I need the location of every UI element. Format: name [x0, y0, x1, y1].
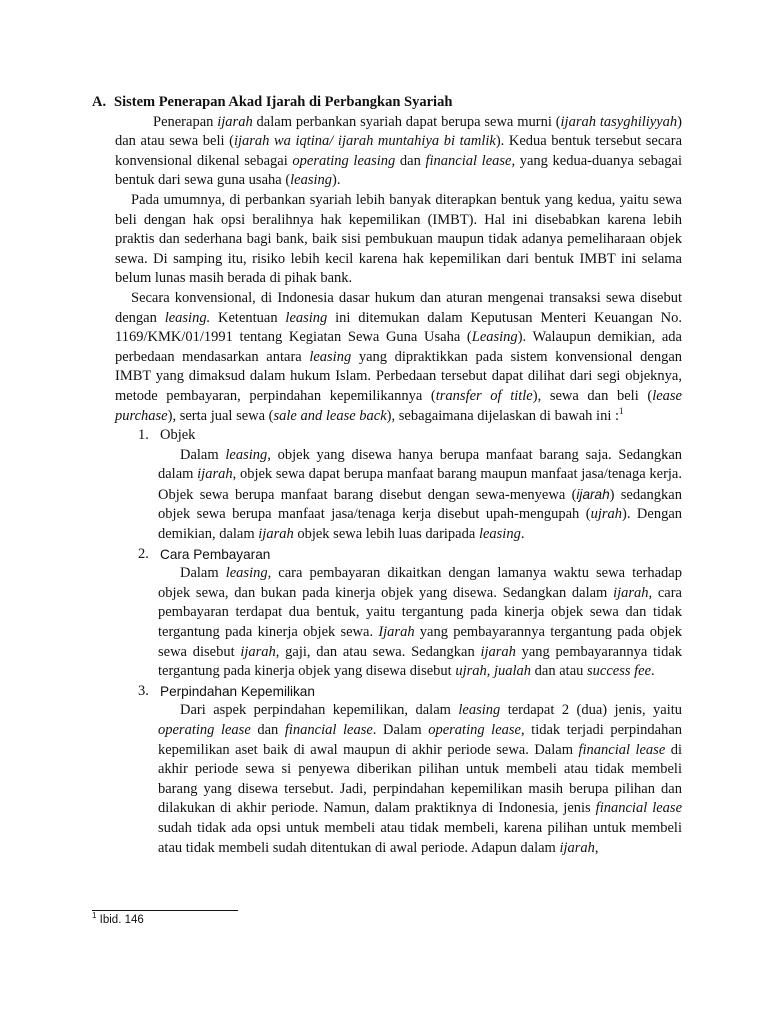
list-number: 1.	[138, 427, 149, 444]
list-number: 3.	[138, 682, 149, 699]
italic-term: ijarah	[480, 643, 516, 660]
italic-term: transfer of title	[435, 387, 533, 404]
text-run: ).	[332, 172, 341, 189]
italic-term: leasing	[225, 565, 268, 582]
italic-term: ijarah wa iqtina/ ijarah muntahiya bi tamlik	[233, 133, 496, 150]
text-run: Penerapan	[153, 113, 218, 130]
text-run: ). Dengan demikian, dalam	[158, 506, 683, 543]
italic-term: operating lease	[428, 722, 521, 738]
text-run: ini ditemukan dalam Keputusan Menteri Keuangan No. 1169/KMK/01/1991 tentang Kegiatan Sewa Guna Usaha (	[115, 309, 682, 346]
list-item-perpindahan-kepemilikan	[92, 682, 682, 858]
list-title: Perpindahan Kepemilikan	[160, 683, 315, 699]
text-run: .	[520, 526, 525, 543]
list-body	[92, 564, 682, 682]
text-run: ) dan atau sewa beli (	[115, 113, 682, 150]
paragraph-2	[92, 191, 682, 289]
text-run: Dari aspek perpindahan kepemilikan, dalam	[180, 702, 459, 719]
text-run: , objek sewa dapat berupa manfaat barang maupun manfaat jasa/tenaga kerja. Objek sewa berupa manfaat barang disebut dengan sewa-menyewa (	[158, 466, 682, 503]
text-run: , gaji, dan atau sewa. Sedangkan	[275, 643, 481, 660]
paragraph-1	[92, 113, 682, 191]
italic-term: ijarah	[258, 526, 294, 543]
footnote-text: Ibid. 146	[96, 914, 144, 926]
footnote-separator	[92, 910, 238, 911]
text-run: ) sedangkan objek sewa berupa manfaat jasa/tenaga kerja disebut upah-mengupah (	[158, 486, 682, 523]
italic-term: Leasing	[471, 329, 518, 346]
text-run: yang kedua-duanya sebagai bentuk dari sewa guna usaha (	[115, 152, 682, 189]
list-number: 2.	[138, 545, 149, 562]
footnote	[92, 911, 144, 926]
list-item-cara-pembayaran	[92, 545, 682, 682]
italic-term: financial lease	[595, 800, 683, 817]
text-run: Secara konvensional, di Indonesia dasar hukum dan aturan mengenai transaksi sewa disebut dengan	[115, 289, 682, 326]
text-run: ), sebagaimana dijelaskan di bawah ini :	[386, 407, 619, 424]
paragraph-3	[92, 289, 682, 426]
italic-term: financial lease	[578, 741, 666, 758]
italic-term: operating leasing	[292, 152, 396, 169]
italic-term: leasing	[458, 702, 501, 719]
text-run: dan atau	[531, 663, 588, 680]
italic-term: leasing.	[164, 309, 211, 326]
italic-term: leasing	[290, 172, 333, 189]
list-title: Objek	[160, 427, 196, 444]
footnote-ref: 1	[619, 405, 624, 416]
text-run: dan	[395, 152, 426, 169]
text-run: .	[651, 663, 655, 680]
italic-term: ijarah	[559, 839, 595, 856]
text-run: ,	[594, 839, 599, 856]
italic-term: sale and lease back	[273, 407, 387, 424]
list-body	[92, 701, 682, 858]
text-run: yang dipraktikkan pada sistem konvensional dengan IMBT yang dimaksud dalam hukum Islam. Perbedaan tersebut dapat dilihat dari segi objeknya, metode pembayaran, perpindahan kepemilikannya (	[115, 348, 682, 404]
text-run: ). Kedua bentuk tersebut secara konvensional dikenal sebagai	[115, 133, 682, 169]
text-run: ), sewa dan beli (	[532, 387, 653, 404]
text-run: , tidak terjadi perpindahan kepemilikan aset baik di awal maupun di akhir periode sewa. Dalam	[158, 722, 683, 758]
text-run: . Dalam	[372, 722, 429, 738]
italic-term: ijarah	[217, 113, 253, 130]
italic-term: ujrah, jualah	[455, 663, 532, 680]
footnote-number: 1	[92, 911, 97, 921]
section-title: Sistem Penerapan Akad Ijarah di Perbangkan Syariah	[114, 94, 453, 110]
page-body	[92, 93, 682, 858]
italic-term: leasing	[309, 348, 352, 365]
text-run: ), serta jual sewa (	[167, 407, 274, 424]
text-run: yang pembayarannya tidak tergantung pada kinerja objek yang disewa disebut	[158, 643, 683, 680]
list-title: Cara Pembayaran	[160, 546, 271, 562]
text-run: di akhir periode sewa si penyewa diberikan pilihan untuk membeli atau tidak membeli barang yang disewa tersebut. Jadi, perpindahan kepemilikan masih berupa pilihan dan dilakukan di akhir periode. Namun, dalam praktiknya di Indonesia, jenis	[158, 741, 683, 817]
text-run: Ketentuan	[210, 309, 286, 326]
italic-term: ijarah tasyghiliyyah	[560, 113, 678, 130]
italic-term: leasing	[285, 309, 328, 326]
italic-term: leasing	[478, 526, 521, 543]
text-run: dalam perbankan syariah dapat berupa sewa murni (	[252, 113, 561, 130]
italic-term: operating lease	[158, 722, 251, 738]
text-run: ). Walaupun demikian, ada perbedaan mendasarkan antara	[115, 329, 682, 365]
italic-term: ijarah	[576, 486, 610, 502]
text-run: Dalam	[180, 565, 226, 582]
italic-term: ijarah	[240, 643, 276, 660]
text-run: dan	[250, 722, 285, 738]
list-body	[92, 446, 682, 545]
text-run: , cara pembayaran dikaitkan dengan lamanya waktu sewa terhadap objek sewa, dan bukan pada kinerja objek yang disewa. Sedangkan dalam	[158, 565, 682, 601]
list-item-objek	[92, 426, 682, 545]
italic-term: ijarah	[197, 466, 233, 483]
text-run: sudah tidak ada opsi untuk membeli atau tidak membeli, karena pilihan untuk membeli atau tidak membeli sudah ditentukan di awal periode. Adapun dalam	[158, 819, 682, 856]
italic-term: ijarah	[613, 584, 649, 601]
italic-term: ujrah	[590, 506, 622, 523]
text-run: terdapat 2 (dua) jenis, yaitu	[500, 702, 683, 719]
section-heading	[92, 93, 682, 113]
text-run: Pada umumnya, di perbankan syariah lebih banyak diterapkan bentuk yang kedua, yaitu sewa beli dengan hak opsi beralihnya hak kepemilikan (IMBT). Hal ini disebabkan karena lebih praktis dan sederhana bagi bank, baik sisi pembukuan maupun tidak adanya pemeliharaan objek sewa. Di samping itu, risiko lebih kecil karena hak kepemilikan dari bentuk IMBT ini selama belum lunas masih berada di pihak bank.	[115, 191, 682, 287]
text-run: Dalam	[180, 446, 226, 463]
italic-term: leasing	[225, 446, 268, 463]
text-run: yang pembayarannya tergantung pada objek sewa disebut	[158, 624, 682, 660]
text-run: , objek yang disewa hanya berupa manfaat barang saja. Sedangkan dalam	[158, 446, 683, 483]
italic-term: financial lease,	[425, 152, 516, 169]
text-run: objek sewa lebih luas daripada	[293, 526, 479, 543]
section-letter: A.	[92, 94, 107, 110]
italic-term: Ijarah	[378, 624, 415, 641]
text-run: , cara pembayaran terdapat dua bentuk, yaitu tergantung pada kinerja objek sewa dan tidak tergantung pada kinerja objek sewa.	[158, 584, 682, 641]
italic-term: lease purchase	[115, 387, 682, 424]
italic-term: financial lease	[284, 722, 373, 738]
italic-term: success fee	[587, 663, 652, 680]
